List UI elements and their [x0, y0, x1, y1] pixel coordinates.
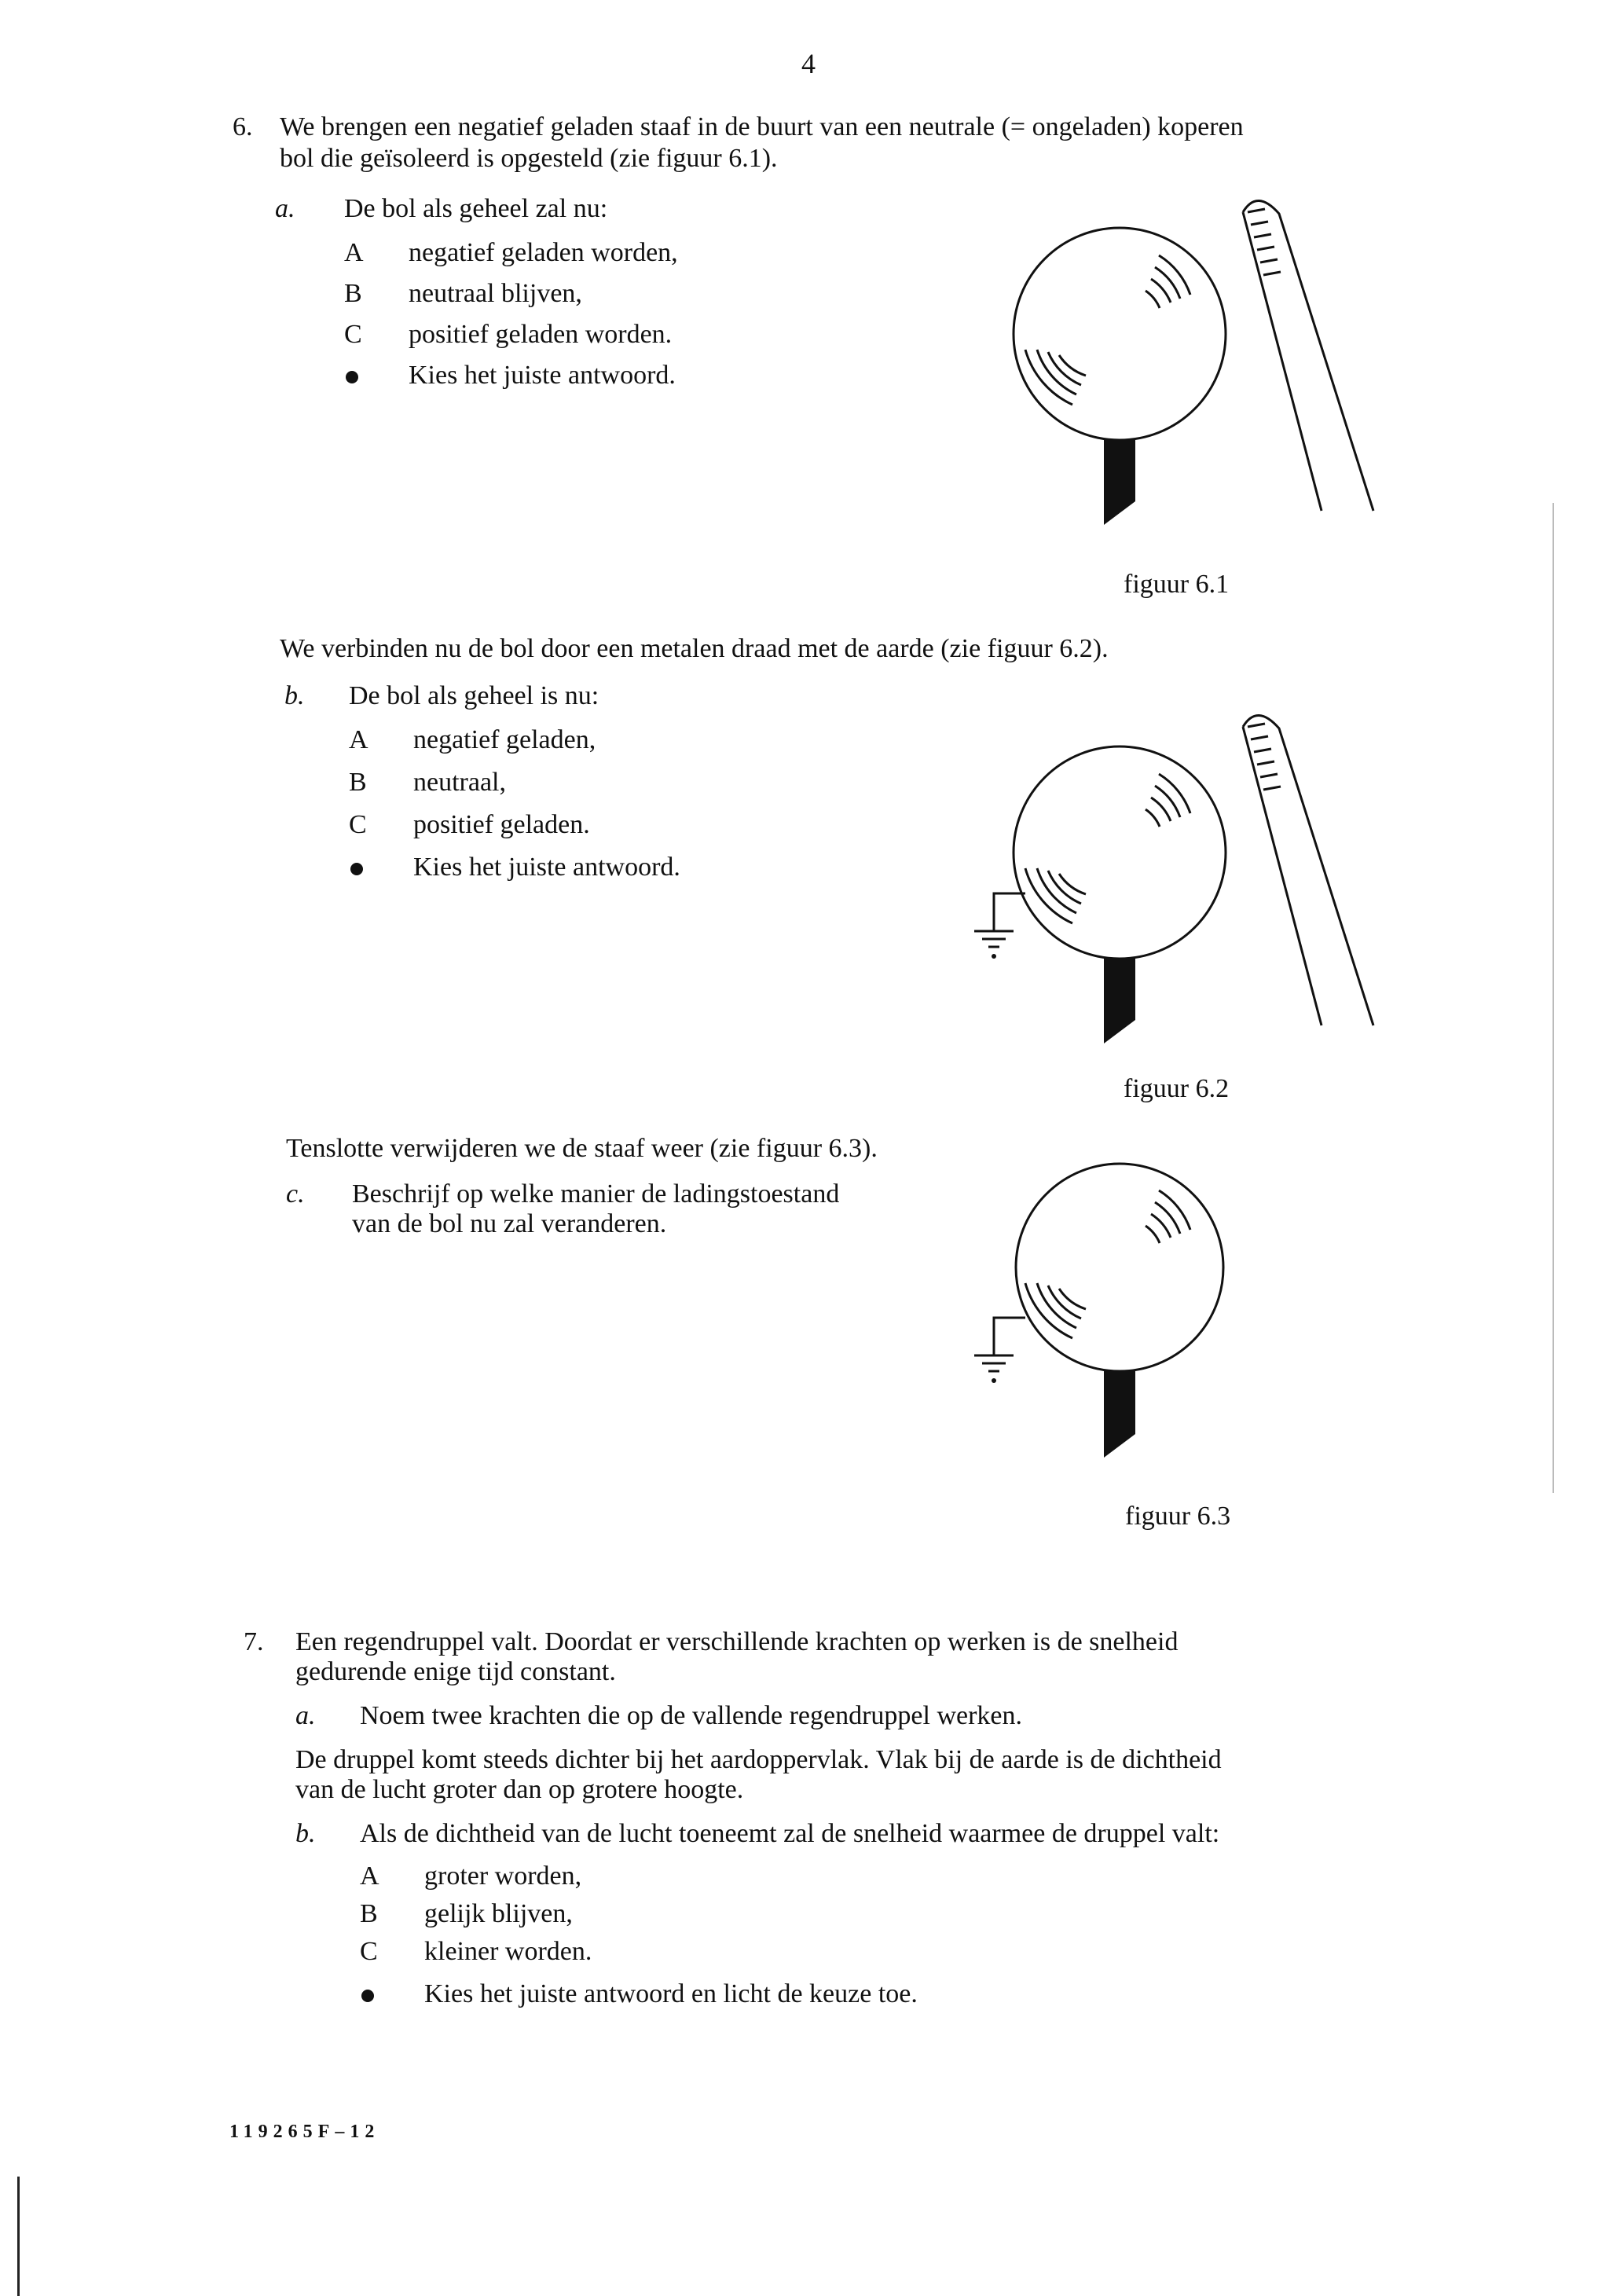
q6b-option-c-letter: C [349, 810, 367, 839]
scan-edge-left [17, 2177, 20, 2296]
q6-intro-line2: bol die geïsoleerd is opgesteld (zie figuur 6.1). [280, 144, 778, 173]
q7-info-line2: van de lucht groter dan op grotere hoogte. [295, 1775, 744, 1804]
footer-code: 119265F–12 [229, 2122, 380, 2142]
q6c-line1: Beschrijf op welke manier de ladingstoestand [352, 1179, 840, 1209]
q7a-question: Noem twee krachten die op de vallende regendruppel werken. [360, 1701, 1023, 1730]
q6a-option-a-letter: A [344, 238, 364, 267]
q7b-question: Als de dichtheid van de lucht toeneemt zal de snelheid waarmee de druppel valt: [360, 1819, 1220, 1848]
q7b-bullet-icon [361, 1990, 374, 2006]
q7b-option-a-text: groter worden, [424, 1861, 582, 1891]
q6a-option-c-text: positief geladen worden. [409, 320, 673, 349]
q6b-question: De bol als geheel is nu: [349, 681, 599, 710]
q6-final-text: Tenslotte verwijderen we de staaf weer (zie figuur 6.3). [286, 1134, 878, 1163]
q6a-bullet-icon [346, 371, 358, 387]
q6b-label: b. [284, 681, 305, 710]
q7-number: 7. [244, 1627, 264, 1656]
q6a-option-b-letter: B [344, 279, 362, 308]
q6b-bullet-icon [350, 863, 363, 879]
q7-info-line1: De druppel komt steeds dichter bij het aardoppervlak. Vlak bij de aarde is de dichtheid [295, 1745, 1222, 1774]
q7b-option-c-letter: C [360, 1937, 378, 1966]
q7-intro-line1: Een regendruppel valt. Doordat er verschillende krachten op werken is de snelheid [295, 1627, 1179, 1656]
figure-6-1 [998, 181, 1406, 542]
figure-6-3 [959, 1151, 1289, 1481]
figure-6-2-caption: figuur 6.2 [1124, 1074, 1230, 1103]
figure-6-3-caption: figuur 6.3 [1125, 1502, 1231, 1531]
q6c-line2: van de bol nu zal veranderen. [352, 1209, 667, 1238]
q6b-option-c-text: positief geladen. [413, 810, 590, 839]
q6-number: 6. [233, 112, 253, 141]
q7b-option-b-text: gelijk blijven, [424, 1899, 573, 1928]
q6-middle-text: We verbinden nu de bol door een metalen draad met de aarde (zie figuur 6.2). [280, 634, 1109, 663]
q7b-option-a-letter: A [360, 1861, 379, 1891]
q6c-label: c. [286, 1179, 305, 1209]
q6b-option-a-text: negatief geladen, [413, 725, 596, 754]
q7-intro-line2: gedurende enige tijd constant. [295, 1657, 616, 1686]
figure-6-2 [959, 695, 1406, 1057]
q7b-option-b-letter: B [360, 1899, 378, 1928]
q6b-option-a-letter: A [349, 725, 368, 754]
q6a-question: De bol als geheel zal nu: [344, 194, 608, 223]
q7a-label: a. [295, 1701, 316, 1730]
scan-edge-right [1553, 503, 1554, 1493]
page-number: 4 [801, 48, 816, 79]
q6b-option-b-text: neutraal, [413, 768, 506, 797]
q6-intro-line1: We brengen een negatief geladen staaf in de buurt van een neutrale (= ongeladen) koperen [280, 112, 1244, 141]
q7b-instruction: Kies het juiste antwoord en licht de keuze toe. [424, 1979, 918, 2008]
q6b-option-b-letter: B [349, 768, 367, 797]
figure-6-1-caption: figuur 6.1 [1124, 570, 1230, 599]
q6a-instruction: Kies het juiste antwoord. [409, 361, 676, 390]
q6a-option-b-text: neutraal blijven, [409, 279, 582, 308]
q7b-label: b. [295, 1819, 316, 1848]
q6b-instruction: Kies het juiste antwoord. [413, 853, 680, 882]
q6a-label: a. [275, 194, 295, 223]
q7b-option-c-text: kleiner worden. [424, 1937, 592, 1966]
q6a-option-c-letter: C [344, 320, 362, 349]
q6a-option-a-text: negatief geladen worden, [409, 238, 678, 267]
